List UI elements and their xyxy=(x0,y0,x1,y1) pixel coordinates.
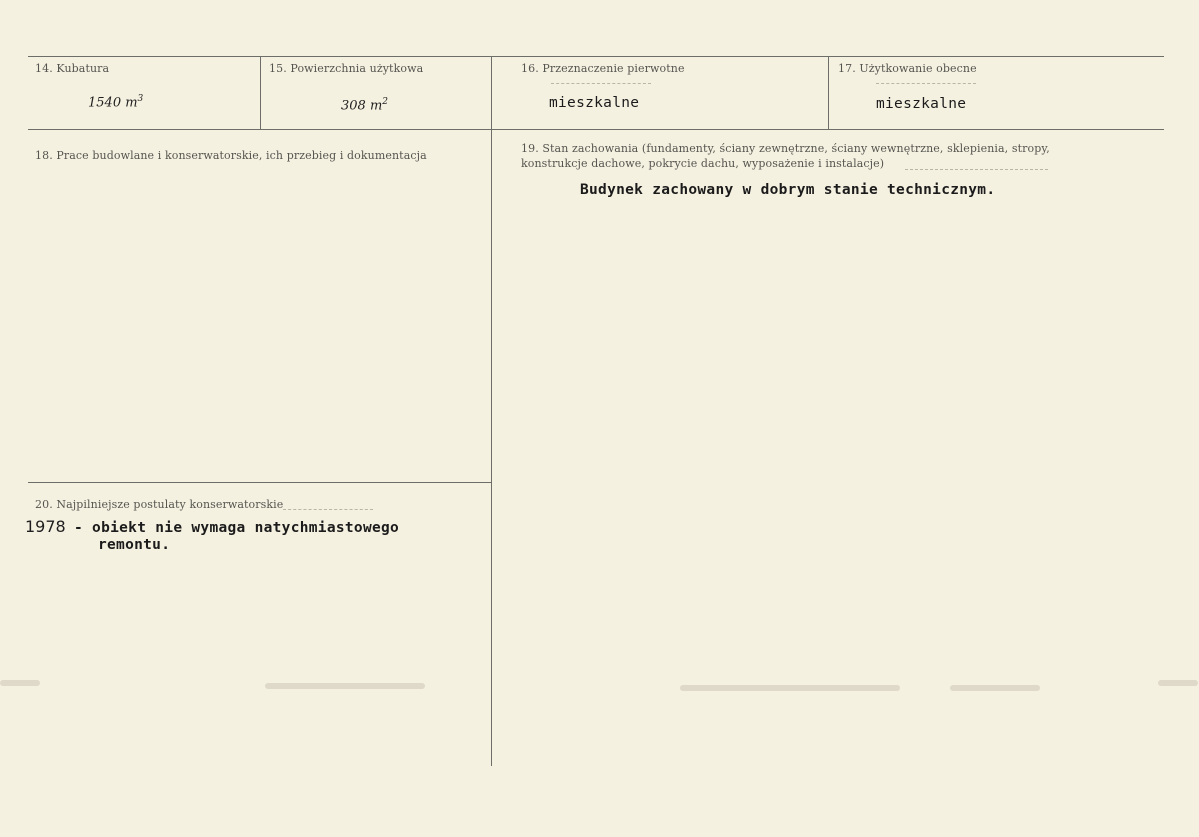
kubatura-label: 14. Kubatura xyxy=(35,62,110,75)
kubatura-value: 1540 $m^3$ xyxy=(88,94,144,111)
bleed-through-mark xyxy=(1158,680,1198,686)
col-divider-1 xyxy=(260,56,261,129)
stan-zachowania-label-line1: 19. Stan zachowania (fundamenty, ściany zewnętrzne, ściany wewnętrzne, sklepienia, stropy, xyxy=(521,142,1050,155)
stan-zachowania-guide xyxy=(905,169,1048,170)
postulaty-guide xyxy=(283,509,373,510)
uzytkowanie-guide xyxy=(876,83,976,84)
uzytkowanie-label: 17. Użytkowanie obecne xyxy=(838,62,977,75)
stan-zachowania-value: Budynek zachowany w dobrym stanie technicznym. xyxy=(580,182,996,198)
stan-zachowania-label-line2: konstrukcje dachowe, pokrycie dachu, wyposażenie i instalacje) xyxy=(521,157,885,170)
row1-bottom-rule xyxy=(28,129,1164,130)
przeznaczenie-label: 16. Przeznaczenie pierwotne xyxy=(521,62,685,75)
bleed-through-mark xyxy=(265,683,425,689)
bleed-through-mark xyxy=(950,685,1040,691)
powierzchnia-value: 308 $m^2$ xyxy=(341,97,389,114)
przeznaczenie-value: mieszkalne xyxy=(549,95,640,111)
bleed-through-mark xyxy=(680,685,900,691)
prace-budowlane-label: 18. Prace budowlane i konserwatorskie, ich przebieg i dokumentacja xyxy=(35,149,427,162)
postulaty-year: 1978 xyxy=(25,517,66,536)
section20-top-rule xyxy=(28,482,492,483)
col-divider-2 xyxy=(491,56,492,766)
postulaty-line1: - obiekt nie wymaga natychmiastowego xyxy=(74,520,400,536)
uzytkowanie-value: mieszkalne xyxy=(876,96,967,112)
powierzchnia-label: 15. Powierzchnia użytkowa xyxy=(269,62,424,75)
bleed-through-mark xyxy=(0,680,40,686)
postulaty-label: 20. Najpilniejsze postulaty konserwatorskie xyxy=(35,498,284,511)
postulaty-line2: remontu. xyxy=(98,537,171,553)
top-rule xyxy=(28,56,1164,57)
col-divider-3 xyxy=(828,56,829,129)
przeznaczenie-guide xyxy=(551,83,651,84)
